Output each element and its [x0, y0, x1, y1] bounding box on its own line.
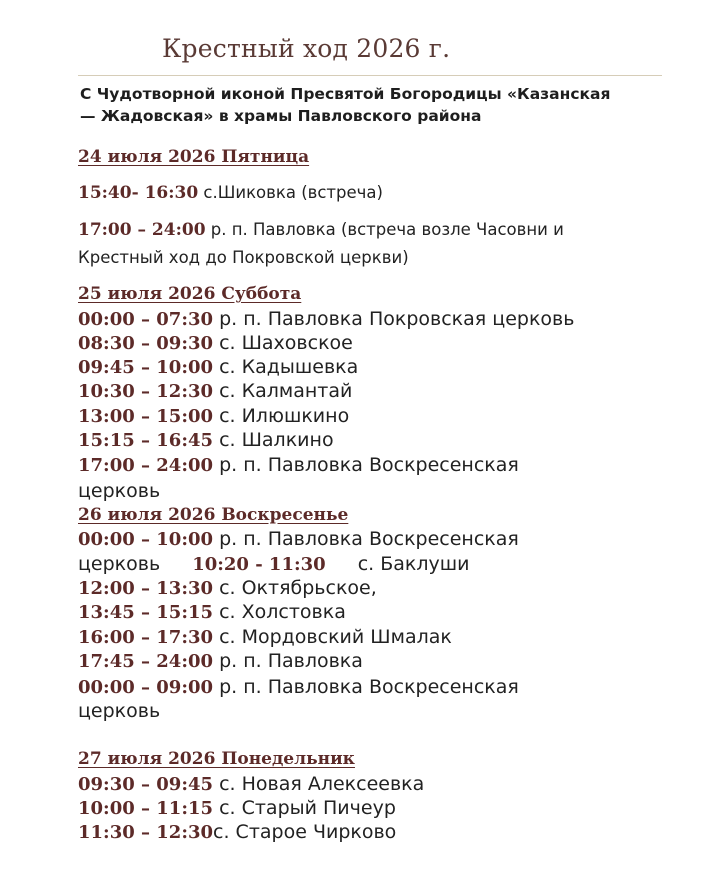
- schedule-entry: [78, 601, 346, 623]
- entry-time: 17:00 – 24:00: [78, 220, 206, 240]
- entry-place: с. Новая Алексеевка: [213, 773, 425, 795]
- entry-place: р. п. Павловка (встреча возле Часовни и: [205, 220, 564, 239]
- schedule-entry: [78, 429, 334, 451]
- schedule-entry: [78, 626, 452, 648]
- subtitle: [80, 83, 680, 127]
- schedule-entry: [78, 528, 519, 550]
- schedule-entry: [78, 356, 358, 378]
- entry-place: р. п. Павловка Покровская церковь: [213, 308, 575, 330]
- schedule-entry: [78, 577, 377, 599]
- day-heading-july-24: 24 июля 2026 Пятница: [78, 147, 310, 167]
- schedule-entry: [78, 650, 363, 672]
- entry-time: 16:00 – 17:30: [78, 627, 214, 648]
- entry-place: с. Октябрьское,: [213, 577, 377, 599]
- entry-time: 09:30 – 09:45: [78, 774, 214, 795]
- entry-place: с. Старый Пичеур: [213, 797, 396, 819]
- entry-time: 15:40- 16:30: [78, 183, 199, 203]
- entry-place: р. п. Павловка Воскресенская: [213, 454, 519, 476]
- day-heading-july-27: 27 июля 2026 Понедельник: [78, 749, 355, 769]
- schedule-entry: [78, 676, 519, 698]
- entry-continuation: церковь: [78, 480, 161, 502]
- schedule-entry: [78, 773, 424, 795]
- schedule-entry: [78, 183, 383, 203]
- schedule-entry: [78, 405, 349, 427]
- entry-time: 10:20 - 11:30: [192, 554, 326, 575]
- entry-time: 17:45 – 24:00: [78, 651, 214, 672]
- schedule-entry: [78, 380, 352, 402]
- schedule-entry: [78, 797, 396, 819]
- schedule-entry: [78, 821, 396, 843]
- entry-time: 10:30 – 12:30: [78, 381, 214, 402]
- entry-prefix: церковь: [78, 553, 161, 575]
- entry-time: 09:45 – 10:00: [78, 357, 214, 378]
- entry-time: 15:15 – 16:45: [78, 430, 214, 451]
- entry-continuation: Крестный ход до Покровской церкви): [78, 248, 409, 267]
- subtitle-line-2: — Жадовская» в храмы Павловского района: [80, 107, 482, 125]
- entry-place: р. п. Павловка: [213, 650, 363, 672]
- entry-place: с. Калмантай: [213, 380, 353, 402]
- schedule-entry: [78, 220, 564, 240]
- entry-time: 11:30 – 12:30: [78, 822, 214, 843]
- entry-time: 13:00 – 15:00: [78, 406, 214, 427]
- entry-time: 00:00 – 07:30: [78, 309, 214, 330]
- entry-place: с. Баклуши: [357, 553, 470, 575]
- page-title: Крестный ход 2026 г.: [162, 34, 451, 63]
- schedule-entry: [78, 454, 519, 476]
- entry-place: с. Кадышевка: [213, 356, 359, 378]
- entry-time: 08:30 – 09:30: [78, 333, 214, 354]
- entry-place: р. п. Павловка Воскресенская: [213, 528, 519, 550]
- entry-place: с. Шаховское: [213, 332, 353, 354]
- title-divider: [78, 75, 662, 76]
- entry-place: с. Шалкино: [213, 429, 334, 451]
- schedule-entry: [78, 332, 353, 354]
- schedule-entry: [78, 308, 574, 330]
- day-heading-july-25: 25 июля 2026 Суббота: [78, 284, 302, 304]
- entry-continuation: церковь: [78, 700, 161, 722]
- entry-time: 17:00 – 24:00: [78, 455, 214, 476]
- entry-place: с. Старое Чирково: [213, 821, 397, 843]
- entry-time: 13:45 – 15:15: [78, 602, 214, 623]
- entry-place: с. Холстовка: [213, 601, 346, 623]
- entry-place: с. Илюшкино: [213, 405, 350, 427]
- entry-place: р. п. Павловка Воскресенская: [213, 676, 519, 698]
- entry-place: с. Мордовский Шмалак: [213, 626, 452, 648]
- entry-time: 12:00 – 13:30: [78, 578, 214, 599]
- entry-time: 10:00 – 11:15: [78, 798, 214, 819]
- entry-time: 00:00 – 09:00: [78, 677, 214, 698]
- schedule-entry: [78, 553, 470, 575]
- subtitle-line-1: С Чудотворной иконой Пресвятой Богородицы «Казанская: [80, 85, 611, 103]
- entry-time: 00:00 – 10:00: [78, 529, 214, 550]
- entry-place: с.Шиковка (встреча): [198, 183, 383, 202]
- day-heading-july-26: 26 июля 2026 Воскресенье: [78, 505, 349, 525]
